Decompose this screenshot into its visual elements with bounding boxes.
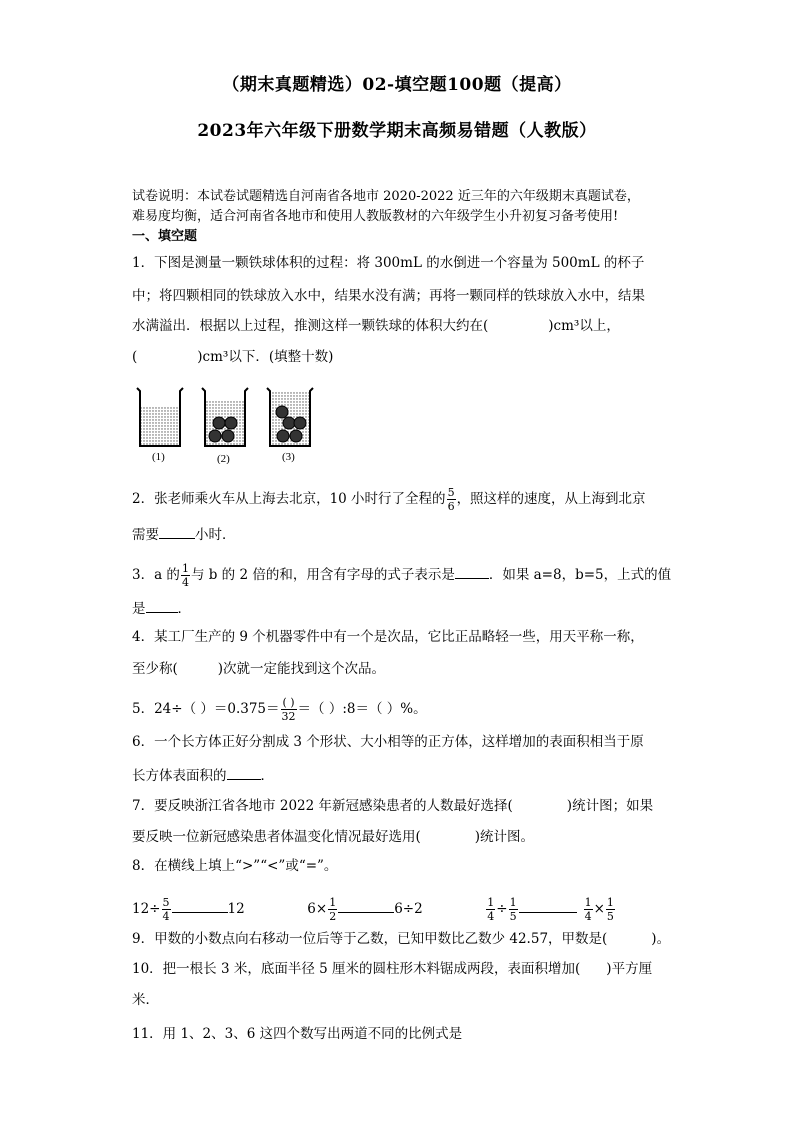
q6-line-2: 长方体表面积的 ． xyxy=(132,768,274,784)
description-line-1: 试卷说明：本试卷试题精选自河南省各地市 2020-2022 近三年的六年级期末真题试卷， xyxy=(132,189,640,204)
q4-line-2: 至少称( )次就一定能找到这个次品。 xyxy=(132,661,386,677)
answer-blank[interactable] xyxy=(172,900,228,913)
description-line-2: 难易度均衡，适合河南省各地市和使用人教版教材的六年级学生小升初复习备考使用! xyxy=(132,209,619,224)
q8-comparisons xyxy=(132,897,616,922)
comparison-1: 12÷ $\frac{5}{4}$ 12 xyxy=(132,896,245,923)
q11-line-1: 11．用 1、2、3、6 这四个数写出两道不同的比例式是 xyxy=(132,1026,463,1042)
q3-line-2: 是 ． xyxy=(132,601,191,617)
q1-line-3: 水满溢出．根据以上过程，推测这样一颗铁球的体积大约在( )cm³以上， xyxy=(132,318,620,334)
q1-line-4: ( )cm³以下．(填整十数) xyxy=(132,349,334,365)
q2-line-2: 需要 小时． xyxy=(132,527,236,543)
answer-blank[interactable] xyxy=(159,526,195,539)
answer-blank[interactable] xyxy=(338,900,394,913)
beaker-2 xyxy=(202,388,248,446)
q10-line-2: 米． xyxy=(132,992,159,1008)
q8-line-1: 8．在横线上填上“>”“<”或“=”。 xyxy=(132,858,338,874)
figure-label-2: (2) xyxy=(217,453,230,464)
fraction-5-6: $\frac{5}{6}$ xyxy=(447,486,455,513)
answer-blank[interactable] xyxy=(455,566,489,579)
title-line-2: 2023年六年级下册数学期末高频易错题（人教版） xyxy=(197,121,597,141)
comparison-2: 6× $\frac{1}{2}$ 6÷2 xyxy=(307,896,423,923)
q1-line-2: 中；将四颗相同的铁球放入水中，结果水没有满；再将一颗同样的铁球放入水中，结果 xyxy=(132,288,645,304)
q6-line-1: 6．一个长方体正好分割成 3 个形状、大小相等的正方体，这样增加的表面积相当于原 xyxy=(132,734,644,750)
answer-blank[interactable] xyxy=(227,767,261,780)
q1-line-1: 1．下图是测量一颗铁球体积的过程：将 300mL 的水倒进一个容量为 500mL 的杯子 xyxy=(132,255,645,271)
q7-line-1: 7．要反映浙江省各地市 2022 年新冠感染患者的人数最好选择( )统计图；如果 xyxy=(132,798,654,814)
section-heading: 一、填空题 xyxy=(132,229,198,244)
comparison-3: $\frac{1}{4}$ ÷ $\frac{1}{5}$ $\frac{1}{4}$ × $\frac{1}{5}$ xyxy=(487,896,614,923)
title-line-1: （期末真题精选）02-填空题100题（提高） xyxy=(222,75,572,95)
figure-label-3: (3) xyxy=(282,451,295,463)
q10-line-1: 10．把一根长 3 米，底面半径 5 厘米的圆柱形木料锯成两段，表面积增加( )平方厘 xyxy=(132,961,653,977)
figure-label-1: (1) xyxy=(152,451,165,463)
answer-blank[interactable] xyxy=(519,900,577,913)
answer-blank[interactable] xyxy=(146,600,178,613)
q9-line: 9．甲数的小数点向右移动一位后等于乙数，已知甲数比乙数少 42.57，甲数是( )。 xyxy=(132,931,671,947)
q7-line-2: 要反映一位新冠感染患者体温变化情况最好选用( )统计图。 xyxy=(132,829,535,845)
q5-line: 5．24÷（ ）＝0.375＝ $\frac{( )}{32}$ ＝（ ）:8＝（ ）%。 xyxy=(132,696,427,723)
beaker-3 xyxy=(267,388,313,446)
q2-line-1: 2．张老师乘火车从上海去北京，10 小时行了全程的 $\frac{5}{6}$ ，照这样的速度，从上海到北京 xyxy=(132,486,646,513)
beaker-figure xyxy=(134,386,314,464)
fraction-blank-32: $\frac{( )}{32}$ xyxy=(281,696,296,723)
q3-line-1: 3．a 的 $\frac{1}{4}$ 与 b 的 2 倍的和，用含有字母的式子表示是 ．如果 a=8，b=5，上式的值 xyxy=(132,562,672,589)
fraction-1-4: $\frac{1}{4}$ xyxy=(181,562,189,589)
q4-line-1: 4．某工厂生产的 9 个机器零件中有一个是次品，它比正品略轻一些，用天平称一称， xyxy=(132,629,644,645)
beaker-1 xyxy=(137,388,183,446)
